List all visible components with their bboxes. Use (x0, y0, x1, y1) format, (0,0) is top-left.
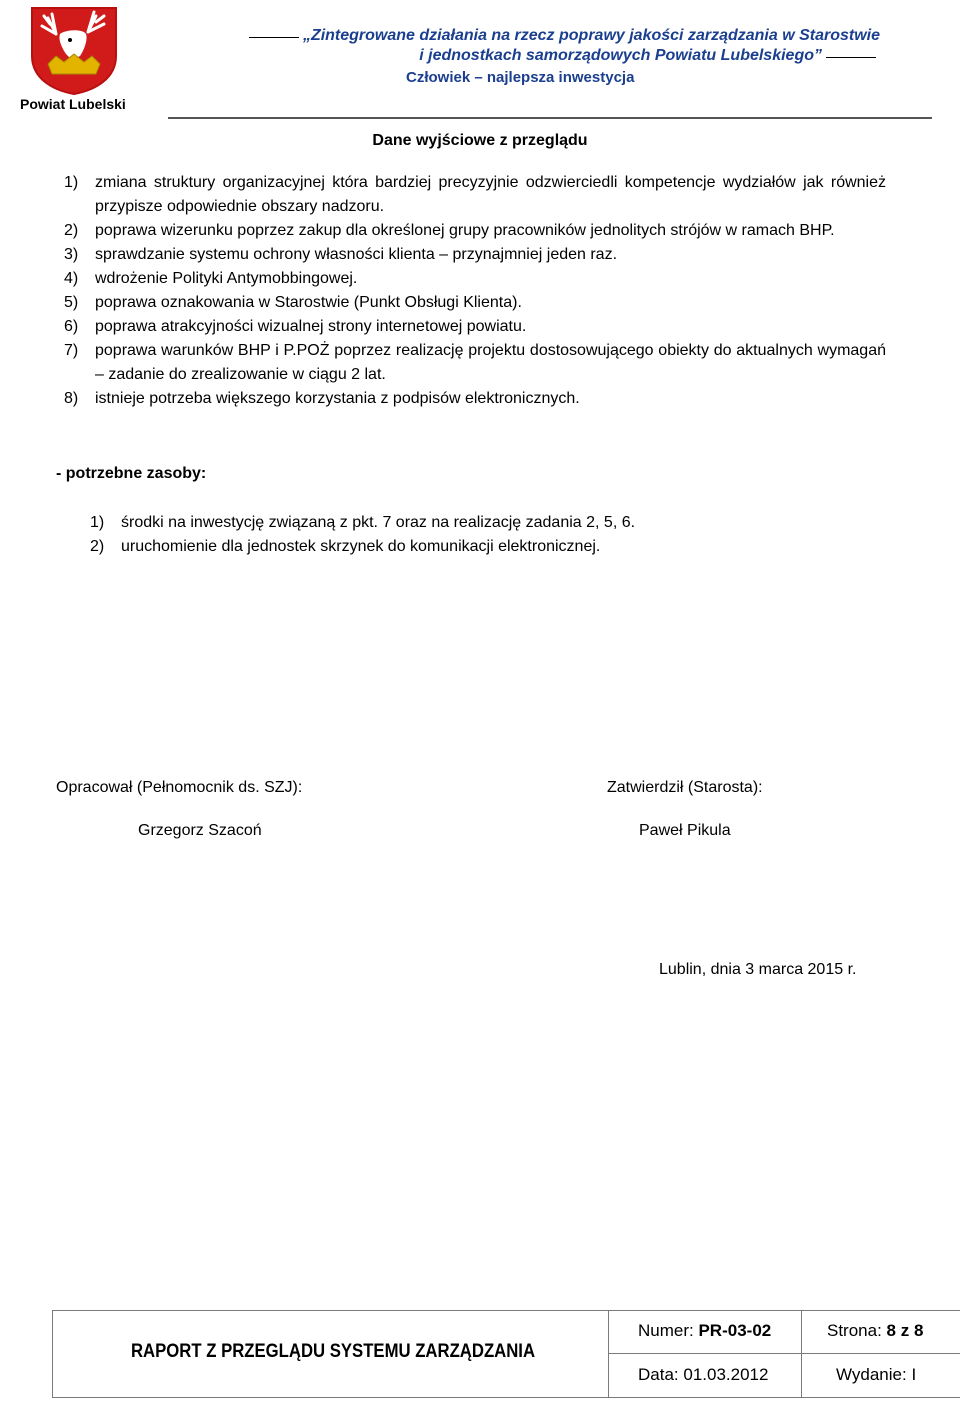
item-text: istnieje potrzeba większego korzystania z podpisów elektronicznych. (95, 390, 580, 407)
item-text: poprawa oznakowania w Starostwie (Punkt Obsługi Klienta). (95, 294, 522, 311)
item-number: 2) (64, 222, 79, 239)
footer-divider (801, 1311, 802, 1397)
numer-label: Numer: (638, 1321, 694, 1340)
item-text: poprawa atrakcyjności wizualnej strony internetowej powiatu. (95, 318, 527, 335)
item-number: 5) (64, 294, 79, 311)
list-item (56, 219, 886, 243)
data-label: Data: (638, 1365, 679, 1384)
resources-heading: - potrzebne zasoby: (56, 465, 207, 482)
item-number: 1) (90, 514, 105, 531)
section-title: Dane wyjściowe z przeglądu (372, 132, 588, 149)
footer-strona (827, 1321, 923, 1341)
brand-name: Powiat Lubelski (20, 96, 126, 112)
item-number: 1) (64, 174, 79, 191)
wydanie-value: I (911, 1365, 917, 1384)
item-text: środki na inwestycję związaną z pkt. 7 oraz na realizację zadania 2, 5, 6. (121, 514, 636, 531)
resources-list (90, 511, 870, 559)
header-divider (168, 117, 932, 119)
footer-divider (608, 1353, 960, 1354)
list-item (56, 315, 886, 339)
list-item (90, 535, 870, 559)
list-item (56, 243, 886, 267)
prepared-by-name: Grzegorz Szacoń (138, 822, 262, 839)
footer-wydanie (836, 1365, 916, 1385)
project-slogan: Człowiek – najlepsza inwestycja (406, 69, 635, 86)
footer-report-title: RAPORT Z PRZEGLĄDU SYSTEMU ZARZĄDZANIA (130, 1341, 536, 1362)
item-number: 8) (64, 390, 79, 407)
place-date: Lublin, dnia 3 marca 2015 r. (659, 961, 857, 978)
item-number: 2) (90, 538, 105, 555)
list-item (56, 387, 886, 411)
item-number: 4) (64, 270, 79, 287)
item-number: 3) (64, 246, 79, 263)
list-item (90, 511, 870, 535)
footer-data (638, 1365, 768, 1385)
list-item (56, 267, 886, 291)
footer-numer (638, 1321, 771, 1341)
project-title-line1: „Zintegrowane działania na rzecz poprawy jakości zarządzania w Starostwie (302, 27, 880, 44)
item-text: poprawa wizerunku poprzez zakup dla określonej grupy pracowników jednolitych strójów w ramach BHP. (95, 222, 835, 239)
underline-decor (826, 57, 876, 58)
item-number: 6) (64, 318, 79, 335)
approved-by-label: Zatwierdził (Starosta): (607, 779, 763, 796)
output-items-list (56, 171, 886, 411)
project-title-line2: i jednostkach samorządowych Powiatu Lubelskiego” (419, 47, 822, 64)
data-value: 01.03.2012 (683, 1365, 769, 1384)
item-text: wdrożenie Polityki Antymobbingowej. (95, 270, 358, 287)
wydanie-label: Wydanie: (836, 1365, 907, 1384)
item-text: zmiana struktury organizacyjnej która bardziej precyzyjnie odzwierciedli kompetencje wydziałów jak również przypisze odpowiednie obszary nadzoru. (95, 174, 886, 215)
approved-by-name: Paweł Pikula (639, 822, 731, 839)
strona-value: 8 z 8 (886, 1321, 924, 1340)
item-text: poprawa warunków BHP i P.POŻ poprzez realizację projektu dostosowującego obiekty do aktualnych wymagań – zadanie do zrealizowanie w ciągu 2 lat. (95, 342, 886, 383)
list-item (56, 339, 886, 387)
project-header (180, 26, 880, 66)
footer-frame (52, 1310, 960, 1398)
list-item (56, 171, 886, 219)
footer-divider (608, 1311, 609, 1397)
strona-label: Strona: (827, 1321, 882, 1340)
prepared-by-label: Opracował (Pełnomocnik ds. SZJ): (56, 779, 303, 796)
numer-value: PR-03-02 (698, 1321, 772, 1340)
item-text: uruchomienie dla jednostek skrzynek do komunikacji elektronicznej. (121, 538, 601, 555)
powiat-crest-logo (26, 4, 122, 96)
list-item (56, 291, 886, 315)
item-number: 7) (64, 342, 79, 359)
underline-decor (249, 37, 299, 38)
document-footer-table (42, 1304, 960, 1404)
item-text: sprawdzanie systemu ochrony własności klienta – przynajmniej jeden raz. (95, 246, 618, 263)
